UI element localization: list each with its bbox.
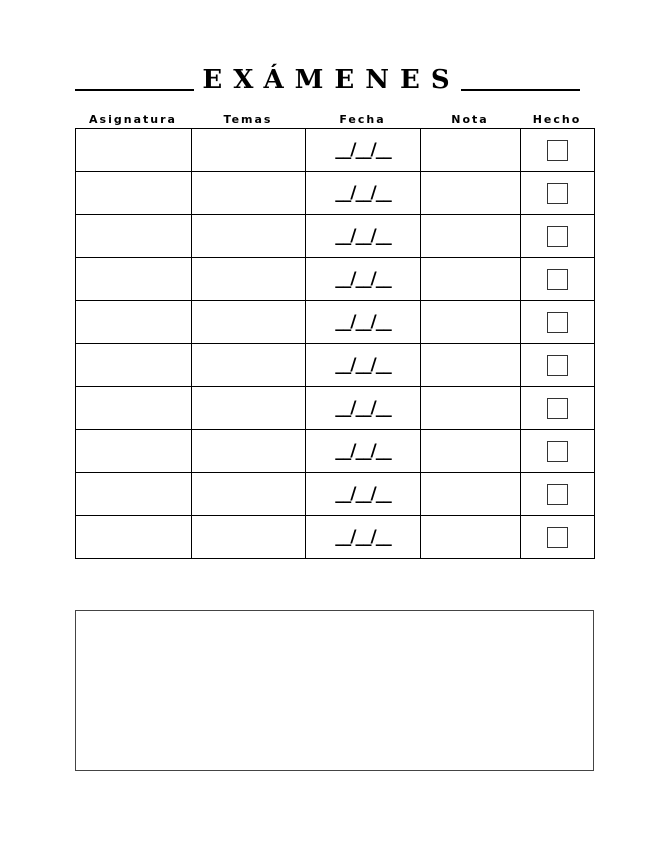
title-underline-right [461,89,580,91]
done-checkbox[interactable] [547,269,568,290]
nota-cell[interactable] [421,172,521,215]
temas-cell[interactable] [192,516,306,559]
done-checkbox[interactable] [547,398,568,419]
title-underline-left [75,89,194,91]
table-row [76,215,595,258]
done-checkbox[interactable] [547,441,568,462]
asignatura-cell[interactable] [76,301,192,344]
hecho-cell[interactable] [521,344,595,387]
table-row [76,344,595,387]
table-row [76,129,595,172]
fecha-cell[interactable]: __/__/__ [306,301,421,344]
asignatura-cell[interactable] [76,172,192,215]
asignatura-cell[interactable] [76,430,192,473]
fecha-cell[interactable]: __/__/__ [306,344,421,387]
nota-cell[interactable] [421,301,521,344]
fecha-cell[interactable]: __/__/__ [306,516,421,559]
asignatura-cell[interactable] [76,344,192,387]
done-checkbox[interactable] [547,140,568,161]
asignatura-cell[interactable] [76,129,192,172]
hecho-cell[interactable] [521,387,595,430]
hecho-cell[interactable] [521,172,595,215]
asignatura-cell[interactable] [76,258,192,301]
exams-table [75,128,595,559]
table-row [76,387,595,430]
nota-cell[interactable] [421,344,521,387]
notes-box[interactable] [75,610,594,771]
header-asignatura: Asignatura [89,113,177,126]
nota-cell[interactable] [421,387,521,430]
table-row [76,258,595,301]
table-row [76,172,595,215]
nota-cell[interactable] [421,258,521,301]
fecha-cell[interactable]: __/__/__ [306,215,421,258]
done-checkbox[interactable] [547,527,568,548]
temas-cell[interactable] [192,301,306,344]
hecho-cell[interactable] [521,129,595,172]
nota-cell[interactable] [421,430,521,473]
done-checkbox[interactable] [547,226,568,247]
header-fecha: Fecha [339,113,386,126]
asignatura-cell[interactable] [76,516,192,559]
done-checkbox[interactable] [547,355,568,376]
header-temas: Temas [223,113,273,126]
nota-cell[interactable] [421,473,521,516]
table-row [76,301,595,344]
table-header [75,112,594,128]
temas-cell[interactable] [192,387,306,430]
done-checkbox[interactable] [547,183,568,204]
fecha-cell[interactable]: __/__/__ [306,387,421,430]
temas-cell[interactable] [192,215,306,258]
fecha-cell[interactable]: __/__/__ [306,129,421,172]
fecha-cell[interactable]: __/__/__ [306,258,421,301]
hecho-cell[interactable] [521,301,595,344]
hecho-cell[interactable] [521,473,595,516]
temas-cell[interactable] [192,344,306,387]
done-checkbox[interactable] [547,312,568,333]
temas-cell[interactable] [192,473,306,516]
done-checkbox[interactable] [547,484,568,505]
hecho-cell[interactable] [521,430,595,473]
exam-rows [76,129,595,559]
fecha-cell[interactable]: __/__/__ [306,172,421,215]
title-text: EXÁMENES [202,65,461,95]
table-row [76,516,595,559]
temas-cell[interactable] [192,430,306,473]
header-hecho: Hecho [532,113,582,126]
asignatura-cell[interactable] [76,387,192,430]
fecha-cell[interactable]: __/__/__ [306,430,421,473]
asignatura-cell[interactable] [76,473,192,516]
header-nota: Nota [451,113,489,126]
table-row [76,430,595,473]
temas-cell[interactable] [192,258,306,301]
table-row [76,473,595,516]
hecho-cell[interactable] [521,516,595,559]
nota-cell[interactable] [421,516,521,559]
temas-cell[interactable] [192,172,306,215]
page-title [75,60,580,94]
fecha-cell[interactable]: __/__/__ [306,473,421,516]
hecho-cell[interactable] [521,258,595,301]
temas-cell[interactable] [192,129,306,172]
nota-cell[interactable] [421,129,521,172]
nota-cell[interactable] [421,215,521,258]
asignatura-cell[interactable] [76,215,192,258]
hecho-cell[interactable] [521,215,595,258]
